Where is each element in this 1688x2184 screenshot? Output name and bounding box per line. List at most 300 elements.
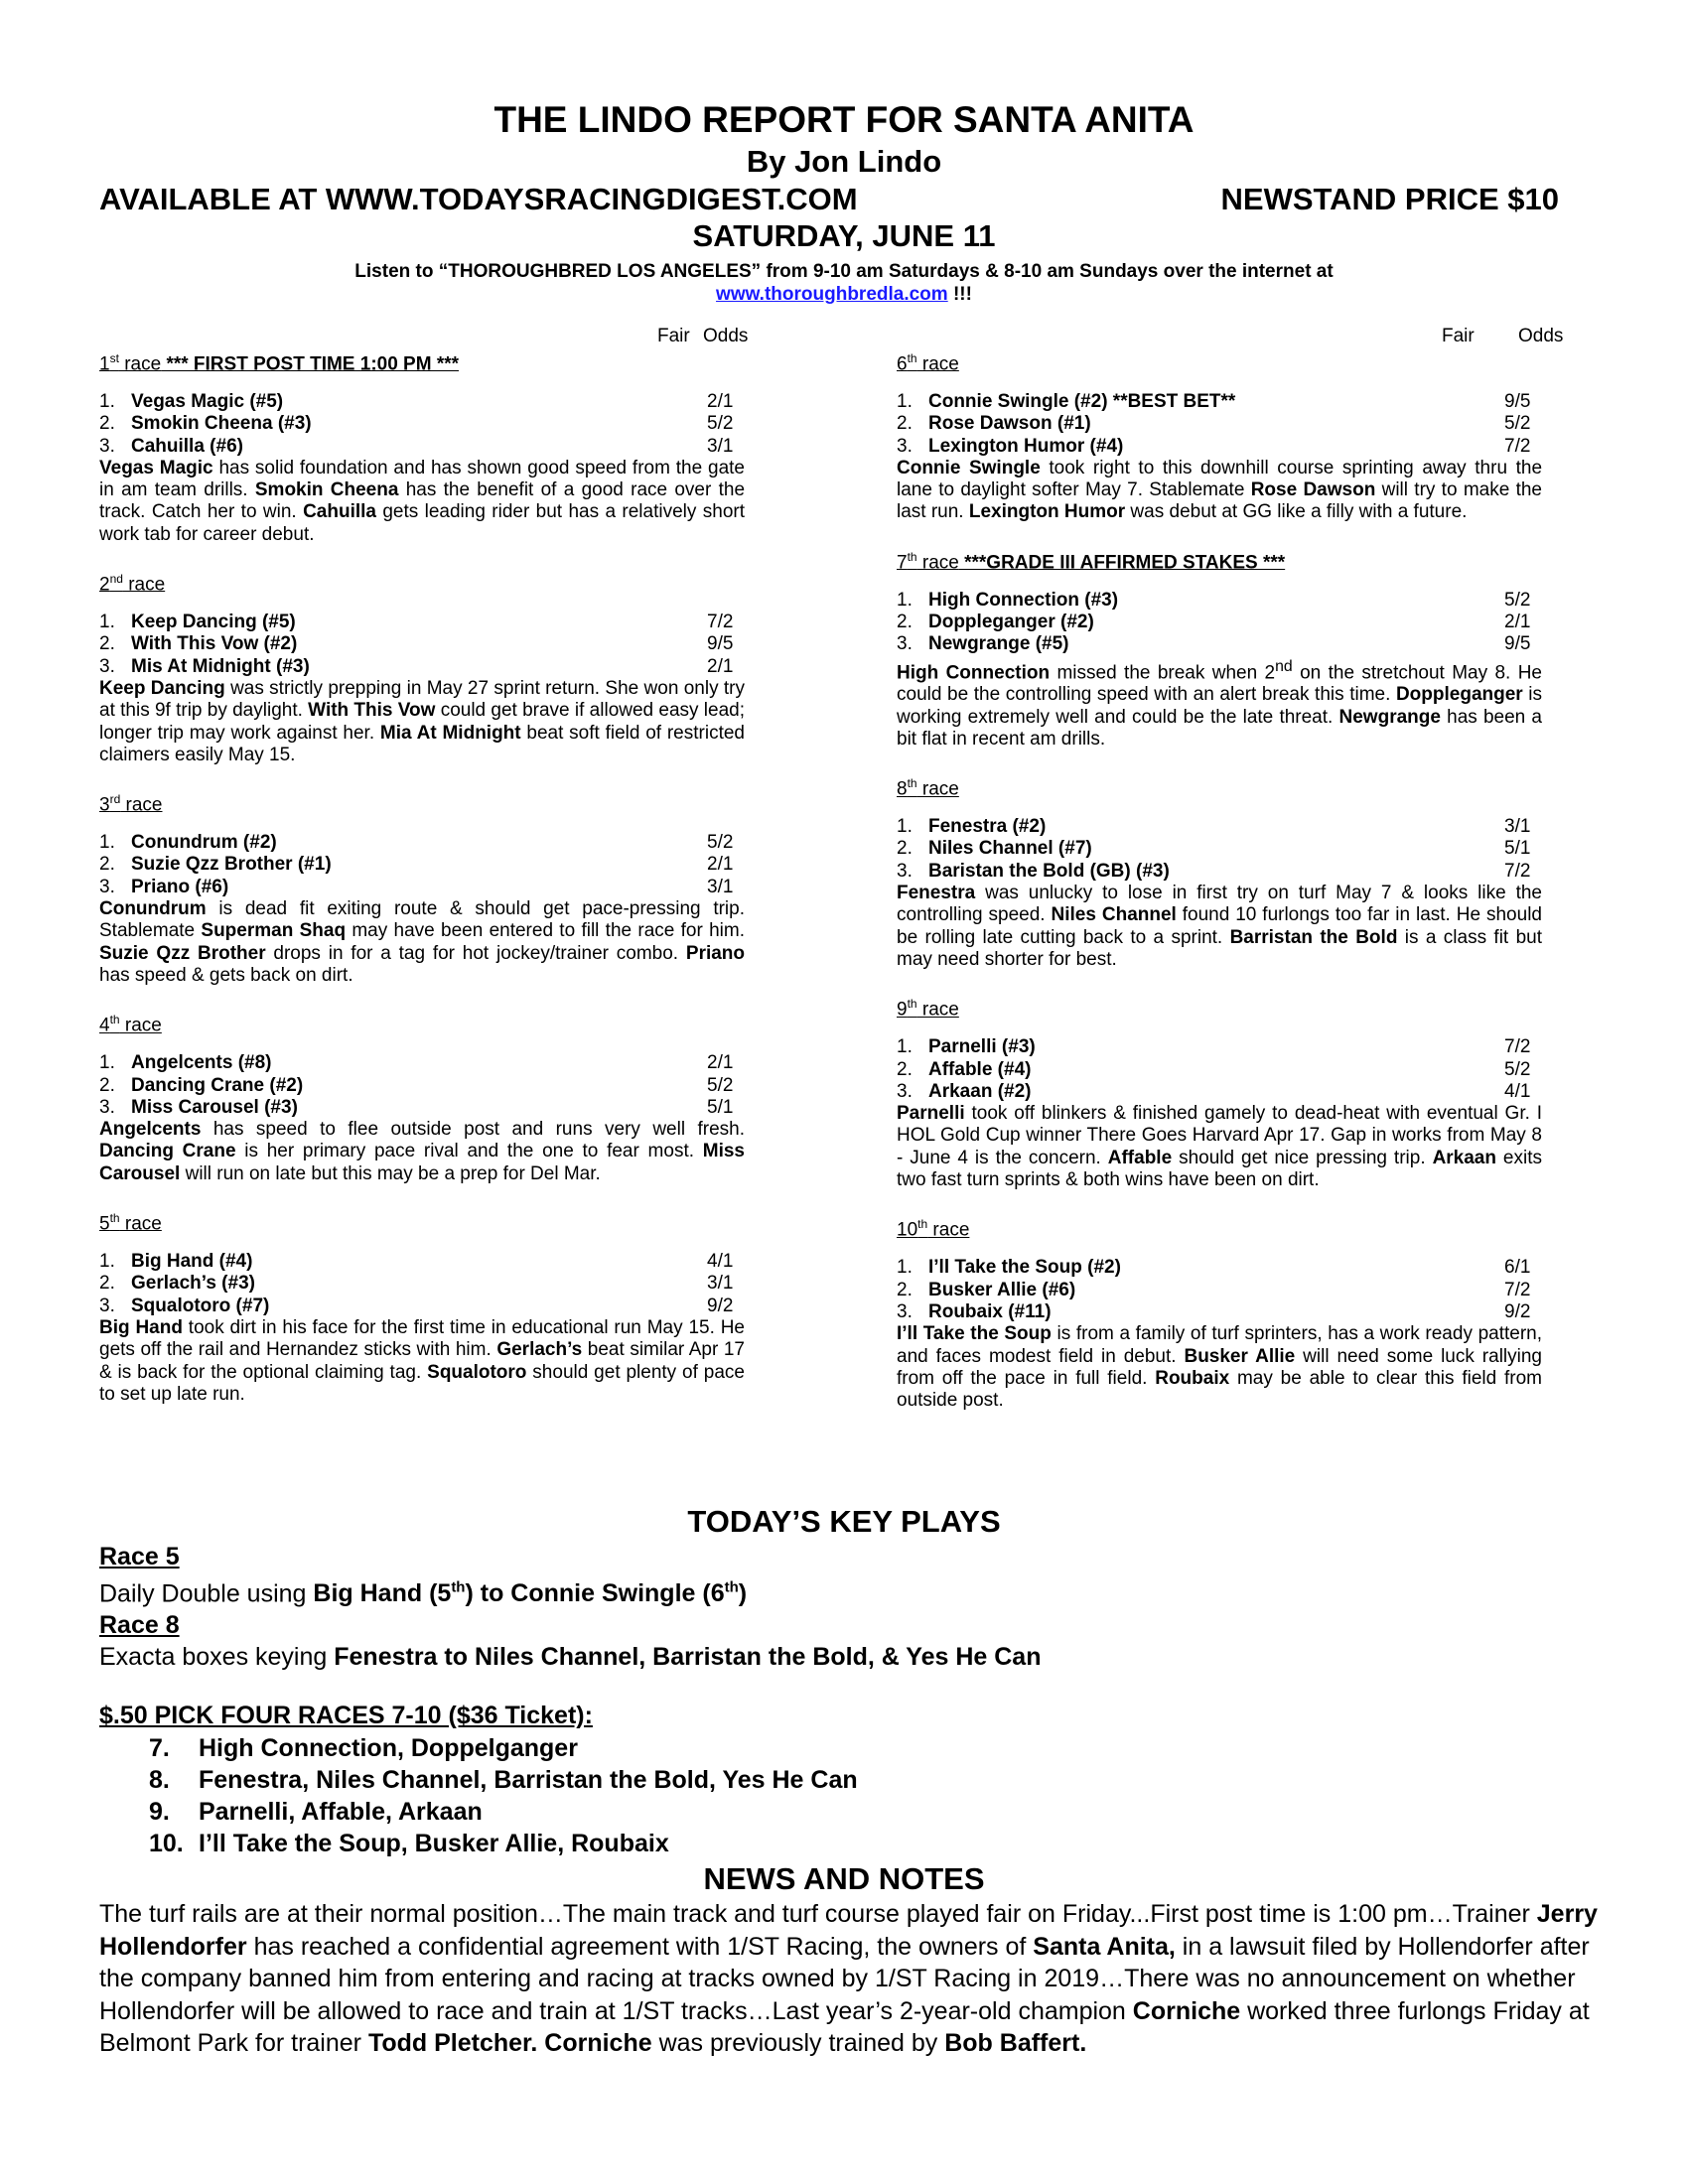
ordinal-suffix: th bbox=[907, 776, 917, 791]
race-block bbox=[99, 347, 745, 568]
pick-row bbox=[99, 1273, 745, 1295]
race-number: 10 bbox=[897, 1219, 918, 1241]
pick-odds: 5/2 bbox=[1504, 413, 1531, 435]
comment-text: worked three furlongs Friday at Belmont Park for trainer bbox=[99, 1996, 1590, 2057]
pick-horse: Vegas Magic (#5) bbox=[131, 391, 284, 412]
pick-rank: 2. bbox=[897, 1279, 913, 1300]
race-comment bbox=[99, 458, 745, 546]
pick-rank: 3. bbox=[897, 1300, 913, 1322]
spacer bbox=[99, 1030, 745, 1052]
horse-name: Niles Channel bbox=[1051, 904, 1177, 926]
comment-text: has reached a confidential agreement with 1/ST Racing, the owners of bbox=[246, 1932, 1034, 1961]
race-number: 5 bbox=[99, 1213, 110, 1235]
pick-four-label-wrap bbox=[99, 1700, 1609, 1731]
comment-text: has speed to flee outside post and runs very well fresh. bbox=[201, 1119, 745, 1141]
horse-name: Priano bbox=[685, 942, 746, 964]
pick-odds: 2/1 bbox=[707, 655, 734, 677]
comment-text: drops in for a tag for hot jockey/trainer combo. bbox=[265, 942, 686, 964]
race-block bbox=[99, 568, 745, 788]
race-heading bbox=[99, 347, 745, 375]
pick-row bbox=[99, 391, 745, 413]
race-block bbox=[99, 1207, 745, 1406]
left-column bbox=[99, 326, 749, 1406]
pick-horse: Doppleganger (#2) bbox=[928, 612, 1094, 633]
comment-text: has solid foundation and has shown good speed from the gate in am team drills. bbox=[99, 457, 745, 501]
horse-name: Todd Pletcher. Corniche bbox=[367, 2029, 652, 2057]
pick-row bbox=[897, 590, 1542, 612]
pick-horse: With This Vow (#2) bbox=[131, 633, 298, 655]
race-comment bbox=[897, 656, 1542, 751]
race-label: race bbox=[916, 778, 959, 800]
comment-text: has speed & gets back on dirt. bbox=[99, 964, 353, 986]
newsstand-price: NEWSTAND PRICE $10 bbox=[1220, 182, 1559, 216]
race-label: race bbox=[927, 1219, 970, 1241]
pick-horse: Mis At Midnight (#3) bbox=[131, 655, 310, 677]
race-comment bbox=[99, 898, 745, 987]
pick-row bbox=[897, 1257, 1542, 1279]
spacer bbox=[99, 810, 745, 832]
race5-sup: th bbox=[451, 1579, 466, 1596]
pick-rank: 1. bbox=[99, 832, 115, 854]
race-heading bbox=[897, 993, 1542, 1021]
pick-odds: 3/1 bbox=[1504, 816, 1531, 838]
availability-line: AVAILABLE AT WWW.TODAYSRACINGDIGEST.COM bbox=[99, 182, 858, 216]
comment-text: is a class fit but may need shorter for best. bbox=[897, 926, 1542, 970]
race-title: *** FIRST POST TIME 1:00 PM *** bbox=[161, 353, 460, 375]
pick-odds: 5/2 bbox=[707, 1074, 734, 1096]
pick-rank: 1. bbox=[99, 612, 115, 633]
pick-rank: 3. bbox=[99, 435, 115, 457]
comment-text: should get plenty of pace to set up late run. bbox=[99, 1361, 745, 1405]
race-number: 7 bbox=[897, 552, 908, 574]
horse-name: Suzie Qzz Brother bbox=[99, 942, 266, 964]
race-label: race bbox=[122, 574, 166, 596]
pick-odds: 9/2 bbox=[1504, 1300, 1531, 1322]
spacer bbox=[897, 1191, 1542, 1213]
ordinal-suffix: st bbox=[109, 351, 119, 365]
comment-text: took right to this downhill course sprinting away thru the lane to daylight softer May 7. Stablemate bbox=[897, 457, 1543, 501]
horse-name: With This Vow bbox=[308, 700, 436, 722]
odds-label: Odds bbox=[1518, 326, 1564, 346]
pick-odds: 2/1 bbox=[707, 854, 734, 876]
race8-label: Race 8 bbox=[99, 1611, 180, 1640]
comment-text: took off blinkers & finished gamely to dead-heat with eventual Gr. I HOL Gold Cup winner There Goes Harvard Apr 17. Gap in works from May 8 - June 4 is the concern. bbox=[897, 1103, 1542, 1168]
ordinal-suffix: th bbox=[907, 549, 917, 564]
pick-horse: Rose Dawson (#1) bbox=[928, 413, 1091, 435]
ordinal-suffix: th bbox=[109, 1211, 120, 1226]
spacer bbox=[897, 971, 1542, 993]
pick-odds: 7/2 bbox=[1504, 1036, 1531, 1058]
byline: By Jon Lindo bbox=[746, 144, 942, 179]
ordinal-suffix: th bbox=[907, 997, 917, 1012]
pick-rank: 1. bbox=[897, 1257, 913, 1279]
spacer bbox=[897, 524, 1542, 546]
pick-horse: Affable (#4) bbox=[928, 1058, 1032, 1080]
pick-horse: Angelcents (#8) bbox=[131, 1052, 272, 1074]
pick-odds: 9/5 bbox=[707, 633, 734, 655]
spacer bbox=[99, 1229, 745, 1251]
pick-row bbox=[897, 391, 1542, 413]
horse-name: Affable bbox=[1107, 1147, 1173, 1168]
comment-text: has the benefit of a good race over the track. Catch her to win. bbox=[99, 479, 746, 523]
race-heading bbox=[897, 1213, 1542, 1241]
race-number: 6 bbox=[897, 353, 908, 375]
race-comment bbox=[99, 678, 745, 766]
race-block bbox=[897, 347, 1542, 546]
race5-horse: Big Hand (5 bbox=[313, 1579, 452, 1608]
horse-name: Conundrum bbox=[99, 898, 207, 920]
race-number: 3 bbox=[99, 794, 110, 816]
race-title: ***GRADE III AFFIRMED STAKES *** bbox=[958, 552, 1286, 574]
pick-rank: 3. bbox=[897, 633, 913, 655]
race-block bbox=[897, 993, 1542, 1213]
fair-label: Fair bbox=[657, 326, 690, 346]
pick-four-leg bbox=[149, 1764, 858, 1796]
leg-horses: I’ll Take the Soup, Busker Allie, Roubaix bbox=[199, 1830, 669, 1857]
comment-text: is from a family of turf sprinters, has a work ready pattern, and faces modest field in debut. bbox=[897, 1323, 1542, 1367]
radio-notice-end: !!! bbox=[947, 284, 972, 305]
comment-text: missed the break when 2 bbox=[1050, 662, 1276, 683]
radio-link[interactable]: www.thoroughbredla.com bbox=[716, 284, 948, 305]
pick-rank: 2. bbox=[897, 413, 913, 435]
pick-horse: High Connection (#3) bbox=[928, 589, 1119, 611]
comment-text: was unlucky to lose in first try on turf May 7 & looks like the controlling speed. bbox=[897, 883, 1542, 926]
comment-text: could get brave if allowed easy lead; longer trip may work against her. bbox=[99, 700, 746, 744]
horse-name: Keep Dancing bbox=[99, 677, 225, 699]
pick-horse: Cahuilla (#6) bbox=[131, 435, 243, 457]
horse-name: Cahuilla bbox=[303, 501, 376, 523]
horse-name: High Connection bbox=[897, 662, 1051, 683]
pick-row bbox=[897, 1301, 1542, 1323]
pick-rank: 1. bbox=[99, 1251, 115, 1273]
leg-number: 8. bbox=[149, 1766, 170, 1794]
pick-odds: 9/5 bbox=[1504, 633, 1531, 655]
race-number: 8 bbox=[897, 778, 908, 800]
spacer bbox=[897, 1015, 1542, 1036]
radio-notice bbox=[348, 260, 1340, 306]
comment-text: may be able to clear this field from outside post. bbox=[897, 1367, 1542, 1412]
race-label: race bbox=[119, 1015, 162, 1036]
pick-rank: 1. bbox=[897, 816, 913, 838]
pick-four-list bbox=[149, 1732, 858, 1859]
ordinal-suffix: th bbox=[907, 351, 917, 365]
horse-name: Lexington Humor bbox=[968, 501, 1126, 523]
pick-odds: 3/1 bbox=[707, 1273, 734, 1295]
pick-row bbox=[99, 1296, 745, 1317]
comment-text: was strictly prepping in May 27 sprint return. She won only try at this 9f trip by daylight. bbox=[99, 677, 745, 722]
race5-close: ) bbox=[738, 1579, 748, 1608]
race-heading bbox=[99, 788, 745, 816]
odds-label: Odds bbox=[703, 326, 749, 346]
race-comment bbox=[897, 1323, 1542, 1412]
race-heading bbox=[897, 347, 1542, 375]
leg-horses: High Connection, Doppelganger bbox=[199, 1734, 578, 1762]
pick-horse: Smokin Cheena (#3) bbox=[131, 413, 312, 435]
race-block bbox=[897, 546, 1542, 772]
pick-odds: 9/2 bbox=[707, 1295, 734, 1316]
pick-horse: Roubaix (#11) bbox=[928, 1300, 1052, 1322]
pick-row bbox=[99, 1075, 745, 1097]
pick-row bbox=[897, 838, 1542, 860]
race5-sup2: th bbox=[724, 1579, 739, 1596]
pick-four-leg bbox=[149, 1796, 858, 1828]
race-label: race bbox=[916, 353, 959, 375]
pick-row bbox=[897, 816, 1542, 838]
ordinal-suffix: rd bbox=[109, 792, 121, 807]
race-number: 4 bbox=[99, 1015, 110, 1036]
leg-number: 10. bbox=[149, 1830, 184, 1857]
horse-name: Jerry Hollendorfer bbox=[99, 1900, 1598, 1961]
horse-name: Roubaix bbox=[1155, 1367, 1230, 1389]
comment-text: gets leading rider but has a relatively short work tab for career debut. bbox=[99, 501, 745, 545]
pick-horse: Gerlach’s (#3) bbox=[131, 1273, 255, 1295]
ordinal-suffix: th bbox=[109, 1013, 120, 1027]
pick-row bbox=[99, 656, 745, 678]
pick-rank: 3. bbox=[99, 1096, 115, 1118]
pick-horse: Connie Swingle (#2) **BEST BET** bbox=[928, 391, 1236, 412]
spacer bbox=[897, 1235, 1542, 1257]
horse-name: Angelcents bbox=[99, 1119, 202, 1141]
pick-odds: 7/2 bbox=[1504, 1279, 1531, 1300]
leg-number: 9. bbox=[149, 1798, 170, 1826]
horse-name: Superman Shaq bbox=[201, 920, 347, 942]
comment-text: will run on late but this may be a prep for Del Mar. bbox=[180, 1162, 601, 1184]
pick-rank: 2. bbox=[99, 413, 115, 435]
pick-row bbox=[897, 612, 1542, 633]
pick-rank: 3. bbox=[99, 655, 115, 677]
race-comment bbox=[99, 1317, 745, 1406]
race-heading bbox=[99, 568, 745, 596]
pick-horse: Big Hand (#4) bbox=[131, 1251, 253, 1273]
race-block bbox=[897, 1213, 1542, 1412]
spacer bbox=[99, 546, 745, 568]
pick-horse: I’ll Take the Soup (#2) bbox=[928, 1257, 1121, 1279]
spacer bbox=[99, 590, 745, 612]
race-heading bbox=[99, 1207, 745, 1235]
race-block bbox=[99, 788, 745, 1009]
horse-name: Rose Dawson bbox=[1250, 479, 1376, 501]
pick-horse: Newgrange (#5) bbox=[928, 633, 1069, 655]
comment-text: is working extremely well and could be the late threat. bbox=[897, 684, 1542, 728]
pick-odds: 3/1 bbox=[707, 435, 734, 457]
pick-rank: 3. bbox=[99, 876, 115, 897]
horse-name: Miss Carousel bbox=[99, 1141, 745, 1184]
pick-row bbox=[99, 1251, 745, 1273]
comment-text: may have been entered to fill the race for him. bbox=[346, 920, 745, 942]
pick-horse: Busker Allie (#6) bbox=[928, 1279, 1076, 1300]
race-number: 9 bbox=[897, 999, 908, 1021]
spacer bbox=[897, 794, 1542, 816]
pick-horse: Dancing Crane (#2) bbox=[131, 1074, 304, 1096]
pick-horse: Squalotoro (#7) bbox=[131, 1295, 270, 1316]
spacer bbox=[99, 987, 745, 1009]
pick-rank: 3. bbox=[897, 860, 913, 882]
race8-horses: Fenestra to Niles Channel, Barristan the Bold, & Yes He Can bbox=[334, 1643, 1042, 1672]
leg-horses: Fenestra, Niles Channel, Barristan the Bold, Yes He Can bbox=[199, 1766, 858, 1794]
pick-odds: 5/2 bbox=[1504, 589, 1531, 611]
pick-row bbox=[897, 436, 1542, 458]
race-comment bbox=[897, 883, 1542, 971]
horse-name: Fenestra bbox=[897, 883, 976, 904]
horse-name: Newgrange bbox=[1338, 706, 1441, 728]
horse-name: Dancing Crane bbox=[99, 1141, 236, 1162]
pick-odds: 9/5 bbox=[1504, 391, 1531, 412]
pick-row bbox=[99, 612, 745, 633]
pick-odds: 6/1 bbox=[1504, 1257, 1531, 1279]
spacer bbox=[99, 766, 745, 788]
pick-rank: 2. bbox=[99, 1273, 115, 1295]
pick-rank: 1. bbox=[897, 589, 913, 611]
comment-text: is dead fit exiting route & should get pace-pressing trip. Stablemate bbox=[99, 898, 745, 942]
fair-odds-header bbox=[897, 326, 1564, 347]
leg-horses: Parnelli, Affable, Arkaan bbox=[199, 1798, 483, 1826]
race-label: race bbox=[916, 552, 959, 574]
right-column bbox=[897, 326, 1564, 1412]
horse-name: Connie Swingle bbox=[897, 457, 1041, 478]
pick-rank: 1. bbox=[99, 1052, 115, 1074]
pick-odds: 4/1 bbox=[707, 1251, 734, 1273]
pick-odds: 5/2 bbox=[707, 413, 734, 435]
race-comment bbox=[897, 1103, 1542, 1191]
pick-four-label: $.50 PICK FOUR RACES 7-10 ($36 Ticket): bbox=[99, 1702, 593, 1729]
horse-name: Squalotoro bbox=[427, 1361, 527, 1383]
comment-text: was debut at GG like a filly with a future. bbox=[1125, 501, 1468, 523]
pick-row bbox=[897, 861, 1542, 883]
horse-name: Arkaan bbox=[1432, 1147, 1496, 1168]
pick-row bbox=[897, 1081, 1542, 1103]
pick-row bbox=[99, 854, 745, 876]
race-heading bbox=[897, 546, 1542, 574]
race8-text: Exacta boxes keying bbox=[99, 1643, 335, 1672]
pick-row bbox=[99, 413, 745, 435]
race-comment bbox=[99, 1119, 745, 1185]
horse-name: Bob Baffert. bbox=[944, 2029, 1087, 2057]
pick-odds: 5/1 bbox=[707, 1096, 734, 1118]
pick-row bbox=[99, 877, 745, 898]
key-plays-title: TODAY’S KEY PLAYS bbox=[687, 1504, 1001, 1539]
spacer bbox=[897, 751, 1542, 772]
race-number: 2 bbox=[99, 574, 110, 596]
race-label: race bbox=[118, 353, 162, 375]
pick-horse: Priano (#6) bbox=[131, 876, 229, 897]
pick-horse: Lexington Humor (#4) bbox=[928, 435, 1124, 457]
fair-odds-header bbox=[99, 326, 749, 347]
comment-text: on the stretchout May 8. He could be the controlling speed with an alert break this time. bbox=[897, 662, 1542, 706]
pick-horse: Baristan the Bold (GB) (#3) bbox=[928, 860, 1170, 882]
comment-text: took dirt in his face for the first time in educational run May 15. He gets off the rail and Hernandez sticks with him. bbox=[99, 1316, 745, 1361]
pick-rank: 1. bbox=[897, 1036, 913, 1058]
key-play-race5 bbox=[99, 1541, 1609, 1673]
horse-name: Gerlach’s bbox=[496, 1339, 583, 1361]
ordinal-suffix: nd bbox=[109, 572, 123, 587]
ordinal-suffix: nd bbox=[1275, 657, 1293, 675]
comment-text: beat similar Apr 17 & is back for the optional claiming tag. bbox=[99, 1339, 745, 1383]
race-heading bbox=[897, 772, 1542, 800]
race-block bbox=[99, 1009, 745, 1207]
pick-rank: 2. bbox=[99, 1074, 115, 1096]
pick-rank: 1. bbox=[897, 391, 913, 412]
pick-horse: Miss Carousel (#3) bbox=[131, 1096, 298, 1118]
race5-label: Race 5 bbox=[99, 1543, 180, 1570]
pick-row bbox=[897, 413, 1542, 435]
leg-number: 7. bbox=[149, 1734, 170, 1762]
horse-name: Vegas Magic bbox=[99, 457, 213, 478]
pick-odds: 5/2 bbox=[707, 832, 734, 854]
pick-row bbox=[99, 436, 745, 458]
pick-odds: 4/1 bbox=[1504, 1080, 1531, 1102]
pick-horse: Fenestra (#2) bbox=[928, 816, 1047, 838]
pick-rank: 3. bbox=[99, 1295, 115, 1316]
horse-name: Busker Allie bbox=[1184, 1345, 1296, 1367]
comment-text: found 10 furlongs too far in last. He should be rolling late cutting back to a sprint. bbox=[897, 904, 1542, 948]
pick-odds: 2/1 bbox=[707, 391, 734, 412]
pick-odds: 7/2 bbox=[1504, 860, 1531, 882]
comment-text: has been a bit flat in recent am drills. bbox=[897, 706, 1543, 750]
race-heading bbox=[99, 1009, 745, 1036]
fair-label: Fair bbox=[1442, 326, 1475, 346]
pick-odds: 5/2 bbox=[1504, 1058, 1531, 1080]
comment-text: is her primary pace rival and the one to fear most. bbox=[235, 1141, 703, 1162]
pick-horse: Arkaan (#2) bbox=[928, 1080, 1032, 1102]
pick-row bbox=[99, 1097, 745, 1119]
race5-horse2: ) to Connie Swingle (6 bbox=[465, 1579, 725, 1608]
comment-text: will need some luck rallying from off the pace in full field. bbox=[897, 1345, 1542, 1389]
race-comment bbox=[897, 458, 1542, 524]
pick-four-leg bbox=[149, 1732, 858, 1764]
comment-text: was previously trained by bbox=[651, 2029, 945, 2057]
spacer bbox=[897, 369, 1542, 391]
comment-text: will try to make the last run. bbox=[897, 479, 1542, 523]
radio-notice-text: Listen to “THOROUGHBRED LOS ANGELES” from 9-10 am Saturdays & 8-10 am Sundays over the internet at bbox=[354, 261, 1334, 282]
horse-name: Mia At Midnight bbox=[379, 722, 521, 744]
race-block bbox=[897, 772, 1542, 993]
pick-row bbox=[897, 633, 1542, 655]
pick-horse: Keep Dancing (#5) bbox=[131, 612, 296, 633]
pick-rank: 3. bbox=[897, 1080, 913, 1102]
comment-text: should get nice pressing trip. bbox=[1172, 1147, 1433, 1168]
race-label: race bbox=[120, 794, 163, 816]
pick-row bbox=[99, 633, 745, 655]
ordinal-suffix: th bbox=[917, 1217, 928, 1232]
horse-name: Santa Anita, bbox=[1033, 1932, 1176, 1961]
news-title: NEWS AND NOTES bbox=[703, 1861, 985, 1896]
pick-odds: 5/1 bbox=[1504, 838, 1531, 860]
pick-odds: 7/2 bbox=[1504, 435, 1531, 457]
comment-text: beat soft field of restricted claimers easily May 15. bbox=[99, 722, 745, 765]
race-label: race bbox=[119, 1213, 162, 1235]
pick-rank: 2. bbox=[99, 854, 115, 876]
report-title: THE LINDO REPORT FOR SANTA ANITA bbox=[493, 99, 1195, 140]
pick-four-leg bbox=[149, 1828, 858, 1859]
pick-row bbox=[99, 832, 745, 854]
race-label: race bbox=[916, 999, 959, 1021]
horse-name: Corniche bbox=[1132, 1996, 1241, 2025]
pick-row bbox=[897, 1059, 1542, 1081]
pick-rank: 1. bbox=[99, 391, 115, 412]
pick-rank: 2. bbox=[897, 838, 913, 860]
pick-row bbox=[99, 1052, 745, 1074]
comment-text: exits two fast turn sprints & both wins have been on dirt. bbox=[897, 1147, 1542, 1191]
horse-name: Barristan the Bold bbox=[1229, 926, 1398, 948]
pick-odds: 2/1 bbox=[1504, 612, 1531, 633]
pick-horse: Suzie Qzz Brother (#1) bbox=[131, 854, 332, 876]
comment-text: in a lawsuit filed by Hollendorfer after the company banned him from entering and racing at tracks owned by 1/ST Racing in 2019…There was no announcement on whether Hollendorfer will be allowed to race and train at 1/ST tracks…Last year’s 2-year-old champion bbox=[99, 1932, 1590, 2025]
horse-name: Doppleganger bbox=[1395, 684, 1523, 706]
news-body bbox=[99, 1898, 1599, 2060]
pick-odds: 7/2 bbox=[707, 612, 734, 633]
pick-row bbox=[897, 1036, 1542, 1058]
pick-rank: 2. bbox=[897, 1058, 913, 1080]
